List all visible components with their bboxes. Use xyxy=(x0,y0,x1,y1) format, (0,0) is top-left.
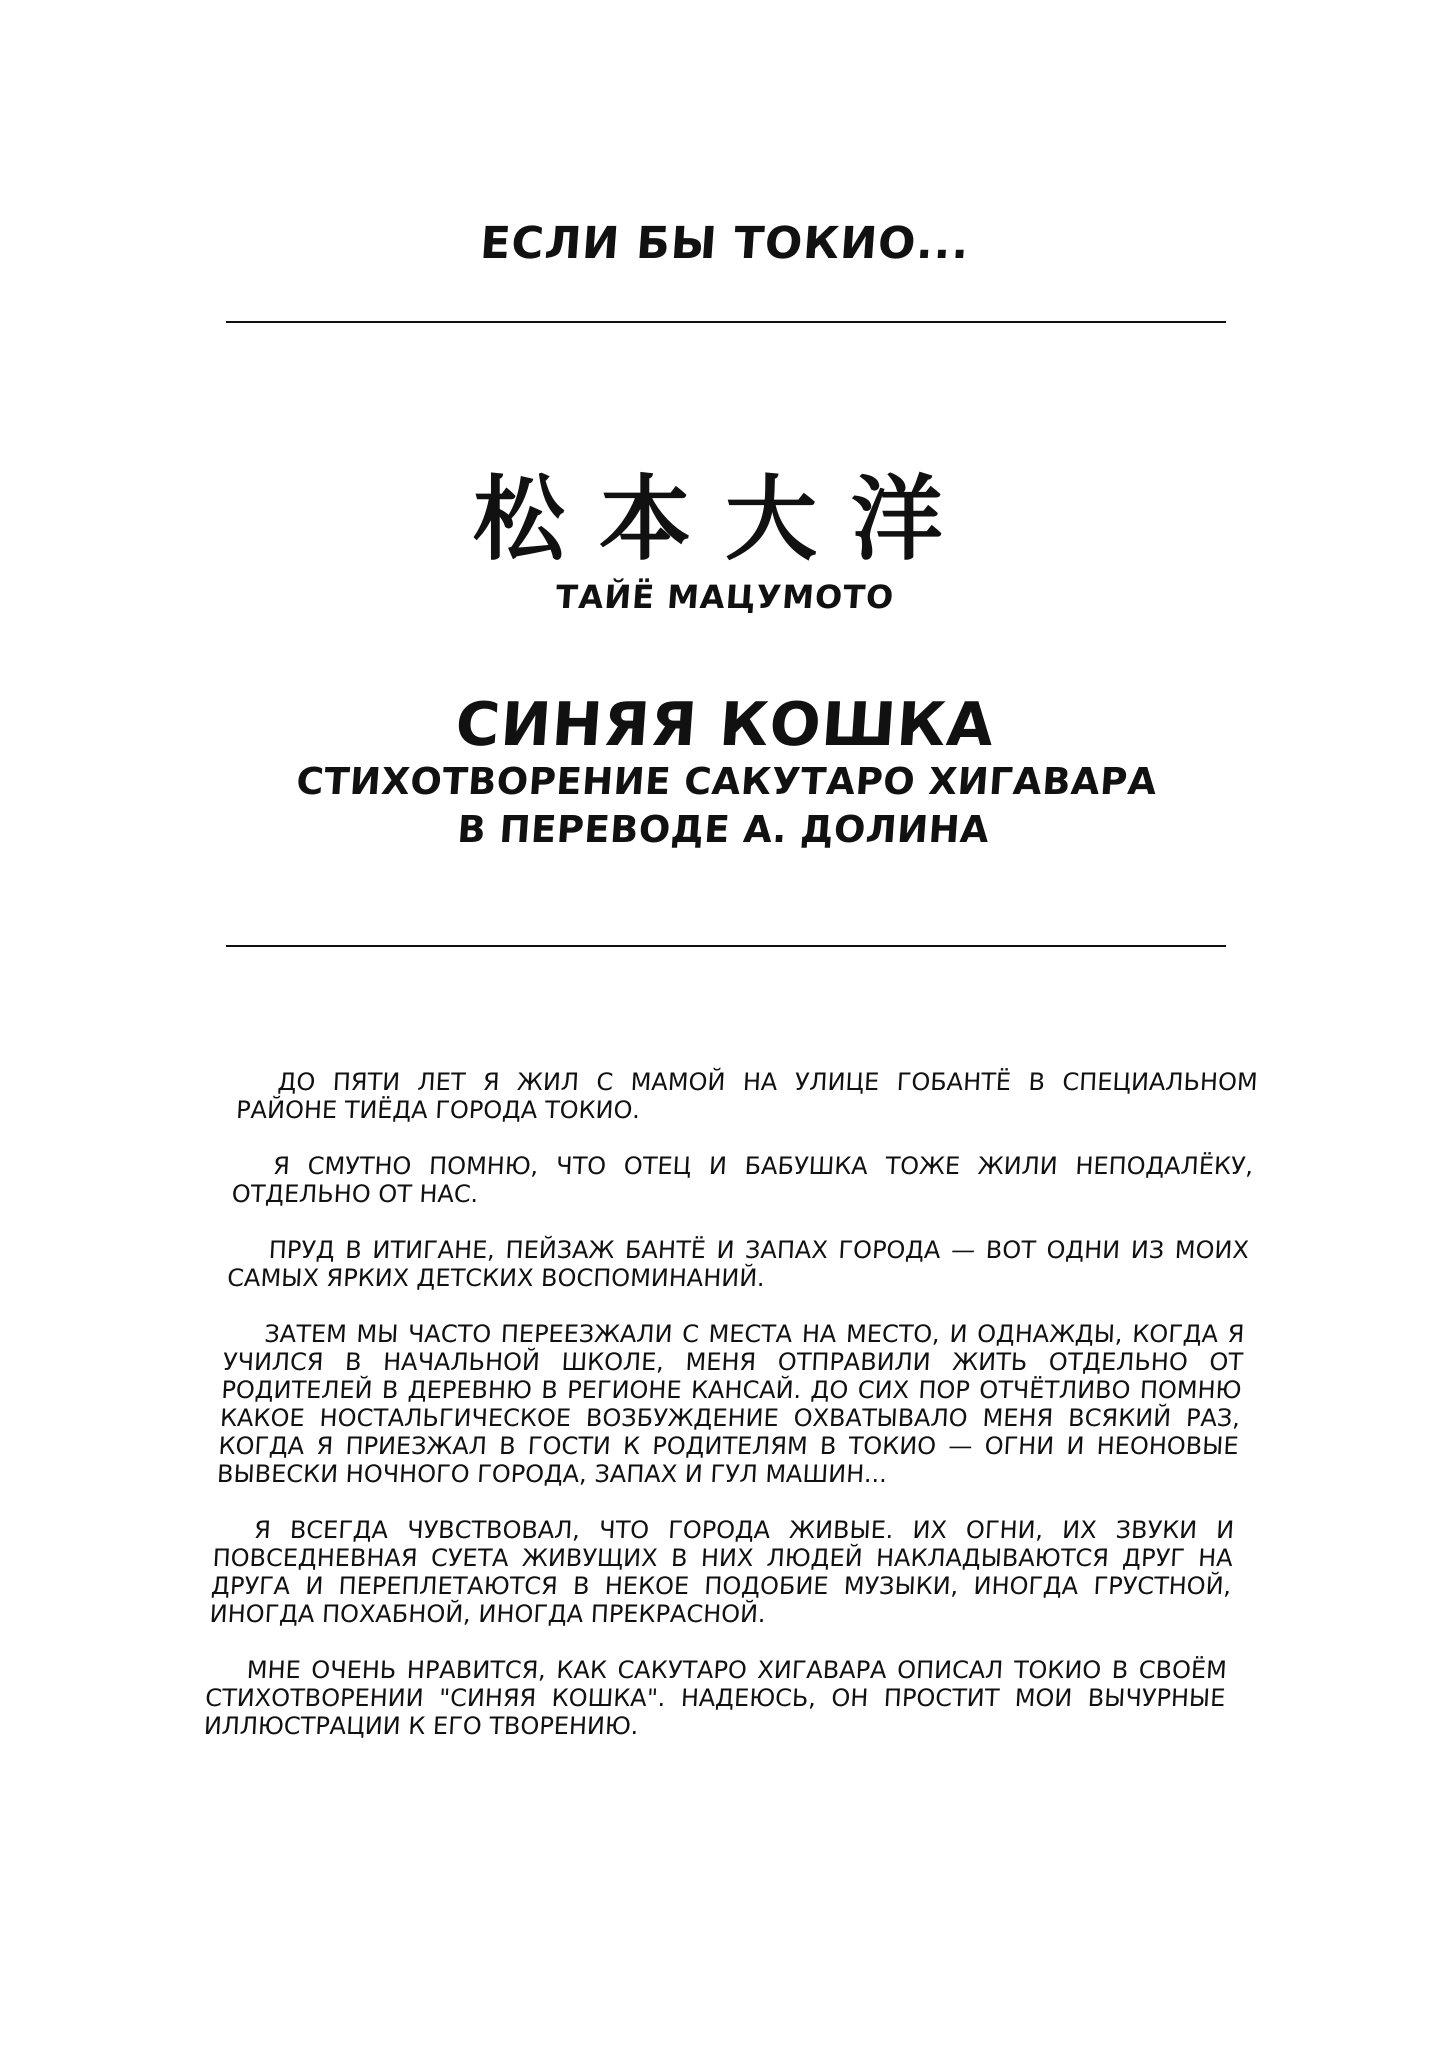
page-heading: ЕСЛИ БЫ ТОКИО... xyxy=(478,218,972,269)
author-kanji: 松本大洋 xyxy=(472,466,977,573)
paragraph: ЗАТЕМ МЫ ЧАСТО ПЕРЕЕЗЖАЛИ С МЕСТА НА МЕСТО, И ОДНАЖДЫ, КОГДА Я УЧИЛСЯ В НАЧАЛЬНОЙ ШКОЛЕ, МЕНЯ ОТПРАВИЛИ ЖИТЬ ОТДЕЛЬНО ОТ РОДИТЕЛЕЙ В ДЕРЕВНЮ В РЕГИОНЕ КАНСАЙ. ДО СИХ ПОР ОТЧЁТЛИВО ПОМНЮ КАКОЕ НОСТАЛЬГИЧЕСКОЕ ВОЗБУЖДЕНИЕ ОХВАТЫВАЛО МЕНЯ ВСЯКИЙ РАЗ, КОГДА Я ПРИЕЗЖАЛ В ГОСТИ К РОДИТЕЛЯМ В ТОКИО — ОГНИ И НЕОНОВЫЕ ВЫВЕСКИ НОЧНОГО ГОРОДА, ЗАПАХ И ГУЛ МАШИН... xyxy=(216,1320,1246,1488)
paragraph: Я СМУТНО ПОМНЮ, ЧТО ОТЕЦ И БАБУШКА ТОЖЕ ЖИЛИ НЕПОДАЛЁКУ, ОТДЕЛЬНО ОТ НАС. xyxy=(231,1152,1254,1208)
paragraph: ДО ПЯТИ ЛЕТ Я ЖИЛ С МАМОЙ НА УЛИЦЕ ГОБАНТЁ В СПЕЦИАЛЬНОМ РАЙОНЕ ТИЁДА ГОРОДА ТОКИО. xyxy=(235,1068,1259,1124)
book-title: СИНЯЯ КОШКА xyxy=(453,690,997,760)
divider-bottom xyxy=(226,945,1226,947)
subtitle-line-2: В ПЕРЕВОДЕ А. ДОЛИНА xyxy=(455,808,991,851)
paragraph: Я ВСЕГДА ЧУВСТВОВАЛ, ЧТО ГОРОДА ЖИВЫЕ. ИХ ОГНИ, ИХ ЗВУКИ И ПОВСЕДНЕВНАЯ СУЕТА ЖИВУЩИХ В НИХ ЛЮДЕЙ НАКЛАДЫВАЮТСЯ ДРУГ НА ДРУГА И ПЕРЕПЛЕТАЮТСЯ В НЕКОЕ ПОДОБИЕ МУЗЫКИ, ИНОГДА ГРУСТНОЙ, ИНОГДА ПОХАБНОЙ, ИНОГДА ПРЕКРАСНОЙ. xyxy=(208,1516,1235,1628)
paragraph: МНЕ ОЧЕНЬ НРАВИТСЯ, КАК САКУТАРО ХИГАВАРА ОПИСАЛ ТОКИО В СВОЁМ СТИХОТВОРЕНИИ "СИНЯЯ КОШКА". НАДЕЮСЬ, ОН ПРОСТИТ МОИ ВЫЧУРНЫЕ ИЛЛЮСТРАЦИИ К ЕГО ТВОРЕНИЮ. xyxy=(203,1656,1228,1740)
foreword-text xyxy=(202,1068,1259,1768)
divider-top xyxy=(226,321,1226,323)
author-name: ТАЙЁ МАЦУМОТО xyxy=(554,578,896,616)
book-subtitle xyxy=(0,758,1450,854)
subtitle-line-1: СТИХОТВОРЕНИЕ САКУТАРО ХИГАВАРА xyxy=(295,760,1159,803)
paragraph: ПРУД В ИТИГАНЕ, ПЕЙЗАЖ БАНТЁ И ЗАПАХ ГОРОДА — ВОТ ОДНИ ИЗ МОИХ САМЫХ ЯРКИХ ДЕТСКИХ ВОСПОМИНАНИЙ. xyxy=(226,1236,1250,1292)
